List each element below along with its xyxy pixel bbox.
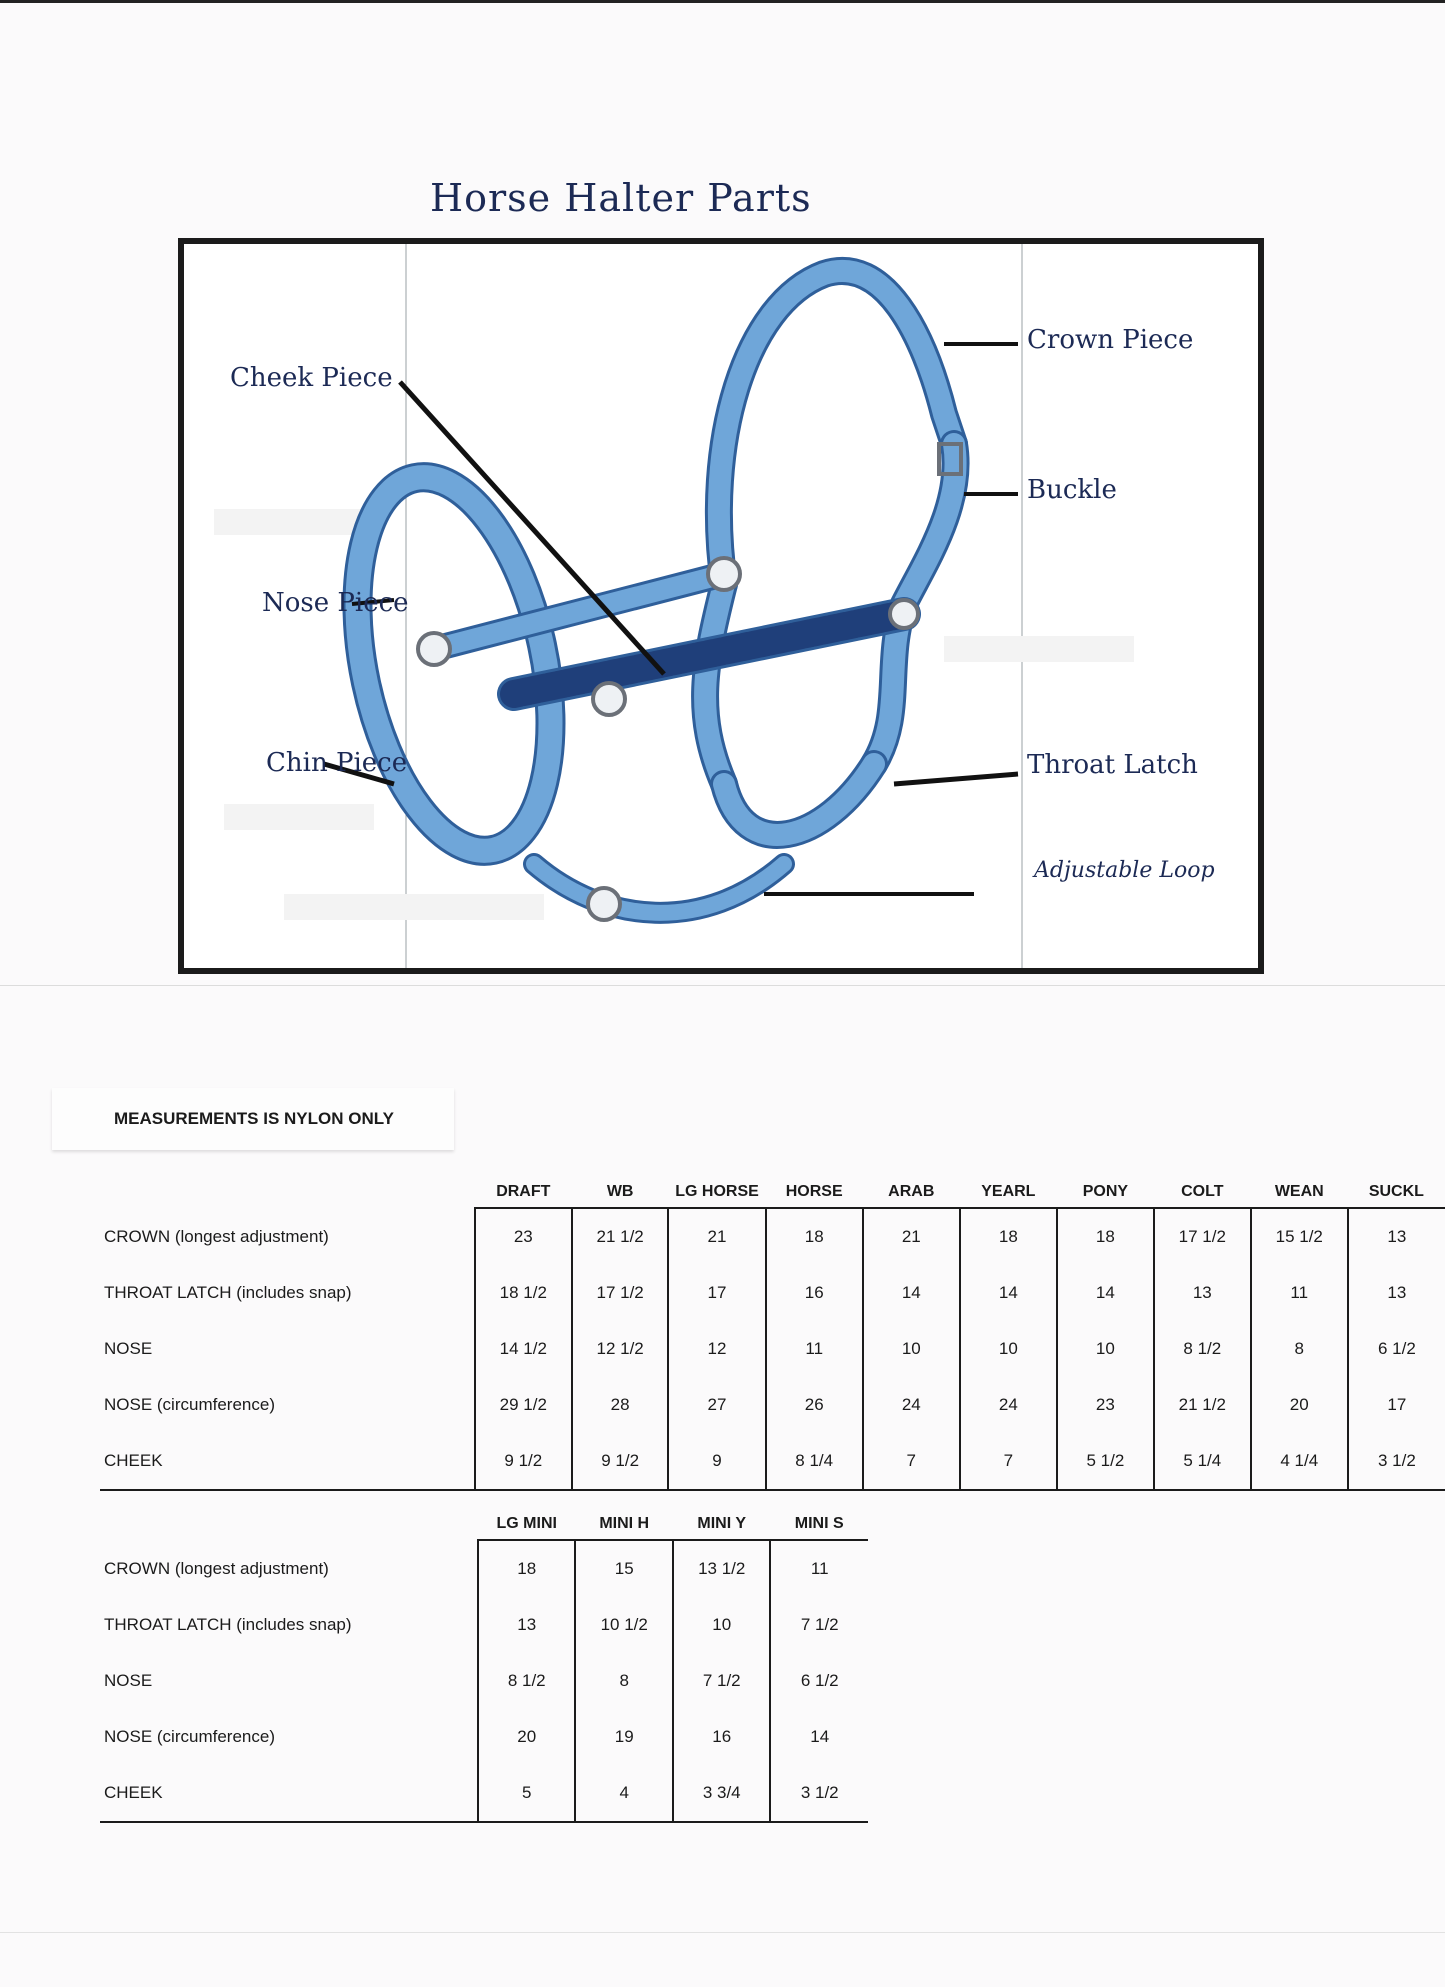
table-cell: 27 xyxy=(668,1377,765,1433)
table-cell: 13 xyxy=(1348,1265,1445,1321)
page-title: Horse Halter Parts xyxy=(430,176,812,220)
table-cell: 17 xyxy=(1348,1377,1445,1433)
chin-strap xyxy=(534,864,784,913)
row-label-header xyxy=(100,1494,478,1540)
table-cell: 17 1/2 xyxy=(572,1265,669,1321)
table-cell: 21 xyxy=(863,1208,960,1265)
table-cell: 8 1/2 xyxy=(478,1653,576,1709)
table-cell: 14 1/2 xyxy=(475,1321,572,1377)
table-cell: 24 xyxy=(960,1377,1057,1433)
row-label: NOSE (circumference) xyxy=(104,1395,275,1414)
label-buckle: Buckle xyxy=(1027,475,1117,505)
row-label: THROAT LATCH (includes snap) xyxy=(104,1283,352,1302)
table-cell: 3 1/2 xyxy=(770,1765,868,1822)
table-body xyxy=(100,1208,1445,1490)
table-cell: 14 xyxy=(1057,1265,1154,1321)
table-body xyxy=(100,1540,868,1822)
table-cell: 11 xyxy=(1251,1265,1348,1321)
table-cell: 15 xyxy=(575,1540,673,1597)
col-header: LG MINI xyxy=(478,1494,576,1540)
table-cell: 7 xyxy=(960,1433,1057,1490)
ring-nose-right xyxy=(593,683,625,715)
table-row xyxy=(100,1765,868,1822)
table-cell: 12 xyxy=(668,1321,765,1377)
row-label-header xyxy=(100,1162,475,1208)
cross-strap xyxy=(434,574,724,649)
table-cell: 9 1/2 xyxy=(475,1433,572,1490)
table-cell: 17 xyxy=(668,1265,765,1321)
row-label: NOSE xyxy=(104,1671,153,1690)
row-label: CROWN (longest adjustment) xyxy=(104,1558,329,1578)
table-header-row xyxy=(100,1162,1445,1208)
table-cell: 28 xyxy=(572,1377,669,1433)
table-cell: 10 xyxy=(673,1597,771,1653)
measurements-table-horse xyxy=(100,1162,1445,1491)
cover-patch xyxy=(224,804,374,830)
table-cell: 8 xyxy=(1251,1321,1348,1377)
table-cell: 6 1/2 xyxy=(770,1653,868,1709)
ring-cheek xyxy=(708,558,740,590)
col-header: WB xyxy=(572,1162,669,1208)
table-cell: 10 xyxy=(863,1321,960,1377)
table-row xyxy=(100,1377,1445,1433)
label-nose-piece: Nose Piece xyxy=(262,588,409,618)
label-adjustable-loop: Adjustable Loop xyxy=(1034,858,1215,883)
table-cell: 29 1/2 xyxy=(475,1377,572,1433)
col-header: SUCKL xyxy=(1348,1162,1445,1208)
row-label: CROWN (longest adjustment) xyxy=(104,1226,329,1246)
row-label: CHEEK xyxy=(100,1765,478,1822)
table-cell: 8 1/4 xyxy=(766,1433,863,1490)
table-cell: 18 xyxy=(766,1208,863,1265)
measurements-table-mini xyxy=(100,1494,868,1823)
table-row xyxy=(100,1709,868,1765)
measurements-title: MEASUREMENTS IS NYLON ONLY xyxy=(52,1088,454,1150)
label-throat-latch: Throat Latch xyxy=(1027,750,1198,780)
table-cell: 17 1/2 xyxy=(1154,1208,1251,1265)
table-cell: 5 1/2 xyxy=(1057,1433,1154,1490)
table-cell: 26 xyxy=(766,1377,863,1433)
page-fold-line xyxy=(0,985,1445,986)
table-cell: 16 xyxy=(766,1265,863,1321)
table-cell: 3 3/4 xyxy=(673,1765,771,1822)
table-cell: 14 xyxy=(960,1265,1057,1321)
col-header: MINI S xyxy=(770,1494,868,1540)
col-header: MINI Y xyxy=(673,1494,771,1540)
table-cell: 13 1/2 xyxy=(673,1540,771,1597)
table-row xyxy=(100,1540,868,1597)
table-cell: 11 xyxy=(770,1540,868,1597)
ring-nose-left xyxy=(418,633,450,665)
table-cell: 14 xyxy=(863,1265,960,1321)
table-row xyxy=(100,1208,1445,1265)
label-cheek-piece-outer: Cheek Piece xyxy=(230,363,393,393)
table-cell: 4 xyxy=(575,1765,673,1822)
pointer-throat xyxy=(894,774,1018,784)
table-cell: 18 xyxy=(1057,1208,1154,1265)
table-row xyxy=(100,1321,1445,1377)
cover-patch xyxy=(284,894,544,920)
table-cell: 8 1/2 xyxy=(1154,1321,1251,1377)
row-label: NOSE (circumference) xyxy=(104,1727,275,1746)
label-chin-piece: Chin Piece xyxy=(266,748,408,778)
table-cell: 14 xyxy=(770,1709,868,1765)
col-header: HORSE xyxy=(766,1162,863,1208)
table-cell: 18 xyxy=(478,1540,576,1597)
col-header: LG HORSE xyxy=(668,1162,765,1208)
table-cell: 5 1/4 xyxy=(1154,1433,1251,1490)
table-cell: 15 1/2 xyxy=(1251,1208,1348,1265)
table-cell: 3 1/2 xyxy=(1348,1433,1445,1490)
cheek-left-strap xyxy=(705,584,724,784)
table-row xyxy=(100,1265,1445,1321)
table-cell: 23 xyxy=(475,1208,572,1265)
table-cell: 21 1/2 xyxy=(1154,1377,1251,1433)
table-cell: 18 1/2 xyxy=(475,1265,572,1321)
table-cell: 7 1/2 xyxy=(673,1653,771,1709)
table-cell: 5 xyxy=(478,1765,576,1822)
table-row xyxy=(100,1653,868,1709)
row-label: NOSE xyxy=(104,1339,153,1358)
table-cell: 19 xyxy=(575,1709,673,1765)
cover-patch xyxy=(944,636,1134,662)
row-label: THROAT LATCH (includes snap) xyxy=(104,1615,352,1634)
table-cell: 11 xyxy=(766,1321,863,1377)
table-cell: 7 xyxy=(863,1433,960,1490)
row-label: CHEEK xyxy=(100,1433,475,1490)
table-cell: 13 xyxy=(1154,1265,1251,1321)
table-cell: 23 xyxy=(1057,1377,1154,1433)
table-header-row xyxy=(100,1494,868,1540)
table-cell: 24 xyxy=(863,1377,960,1433)
table-cell: 20 xyxy=(1251,1377,1348,1433)
table-cell: 10 xyxy=(1057,1321,1154,1377)
table-cell: 10 xyxy=(960,1321,1057,1377)
table-row xyxy=(100,1597,868,1653)
table-cell: 10 1/2 xyxy=(575,1597,673,1653)
label-crown-piece: Crown Piece xyxy=(1027,325,1194,355)
table-cell: 9 xyxy=(668,1433,765,1490)
table-cell: 8 xyxy=(575,1653,673,1709)
table-cell: 13 xyxy=(478,1597,576,1653)
ring-chin xyxy=(588,888,620,920)
table-cell: 16 xyxy=(673,1709,771,1765)
col-header: COLT xyxy=(1154,1162,1251,1208)
table-cell: 20 xyxy=(478,1709,576,1765)
table-cell: 9 1/2 xyxy=(572,1433,669,1490)
bottom-edge-line xyxy=(0,1932,1445,1933)
col-header: DRAFT xyxy=(475,1162,572,1208)
table-cell: 6 1/2 xyxy=(1348,1321,1445,1377)
col-header: MINI H xyxy=(575,1494,673,1540)
col-header: YEARL xyxy=(960,1162,1057,1208)
table-cell: 13 xyxy=(1348,1208,1445,1265)
table-cell: 4 1/4 xyxy=(1251,1433,1348,1490)
ring-throat xyxy=(890,600,918,628)
table-cell: 21 1/2 xyxy=(572,1208,669,1265)
table-cell: 12 1/2 xyxy=(572,1321,669,1377)
col-header: WEAN xyxy=(1251,1162,1348,1208)
table-cell: 21 xyxy=(668,1208,765,1265)
col-header: PONY xyxy=(1057,1162,1154,1208)
top-edge-line xyxy=(0,0,1445,3)
cover-patch xyxy=(214,509,364,535)
col-header: ARAB xyxy=(863,1162,960,1208)
table-cell: 18 xyxy=(960,1208,1057,1265)
table-row xyxy=(100,1433,1445,1490)
table-cell: 7 1/2 xyxy=(770,1597,868,1653)
